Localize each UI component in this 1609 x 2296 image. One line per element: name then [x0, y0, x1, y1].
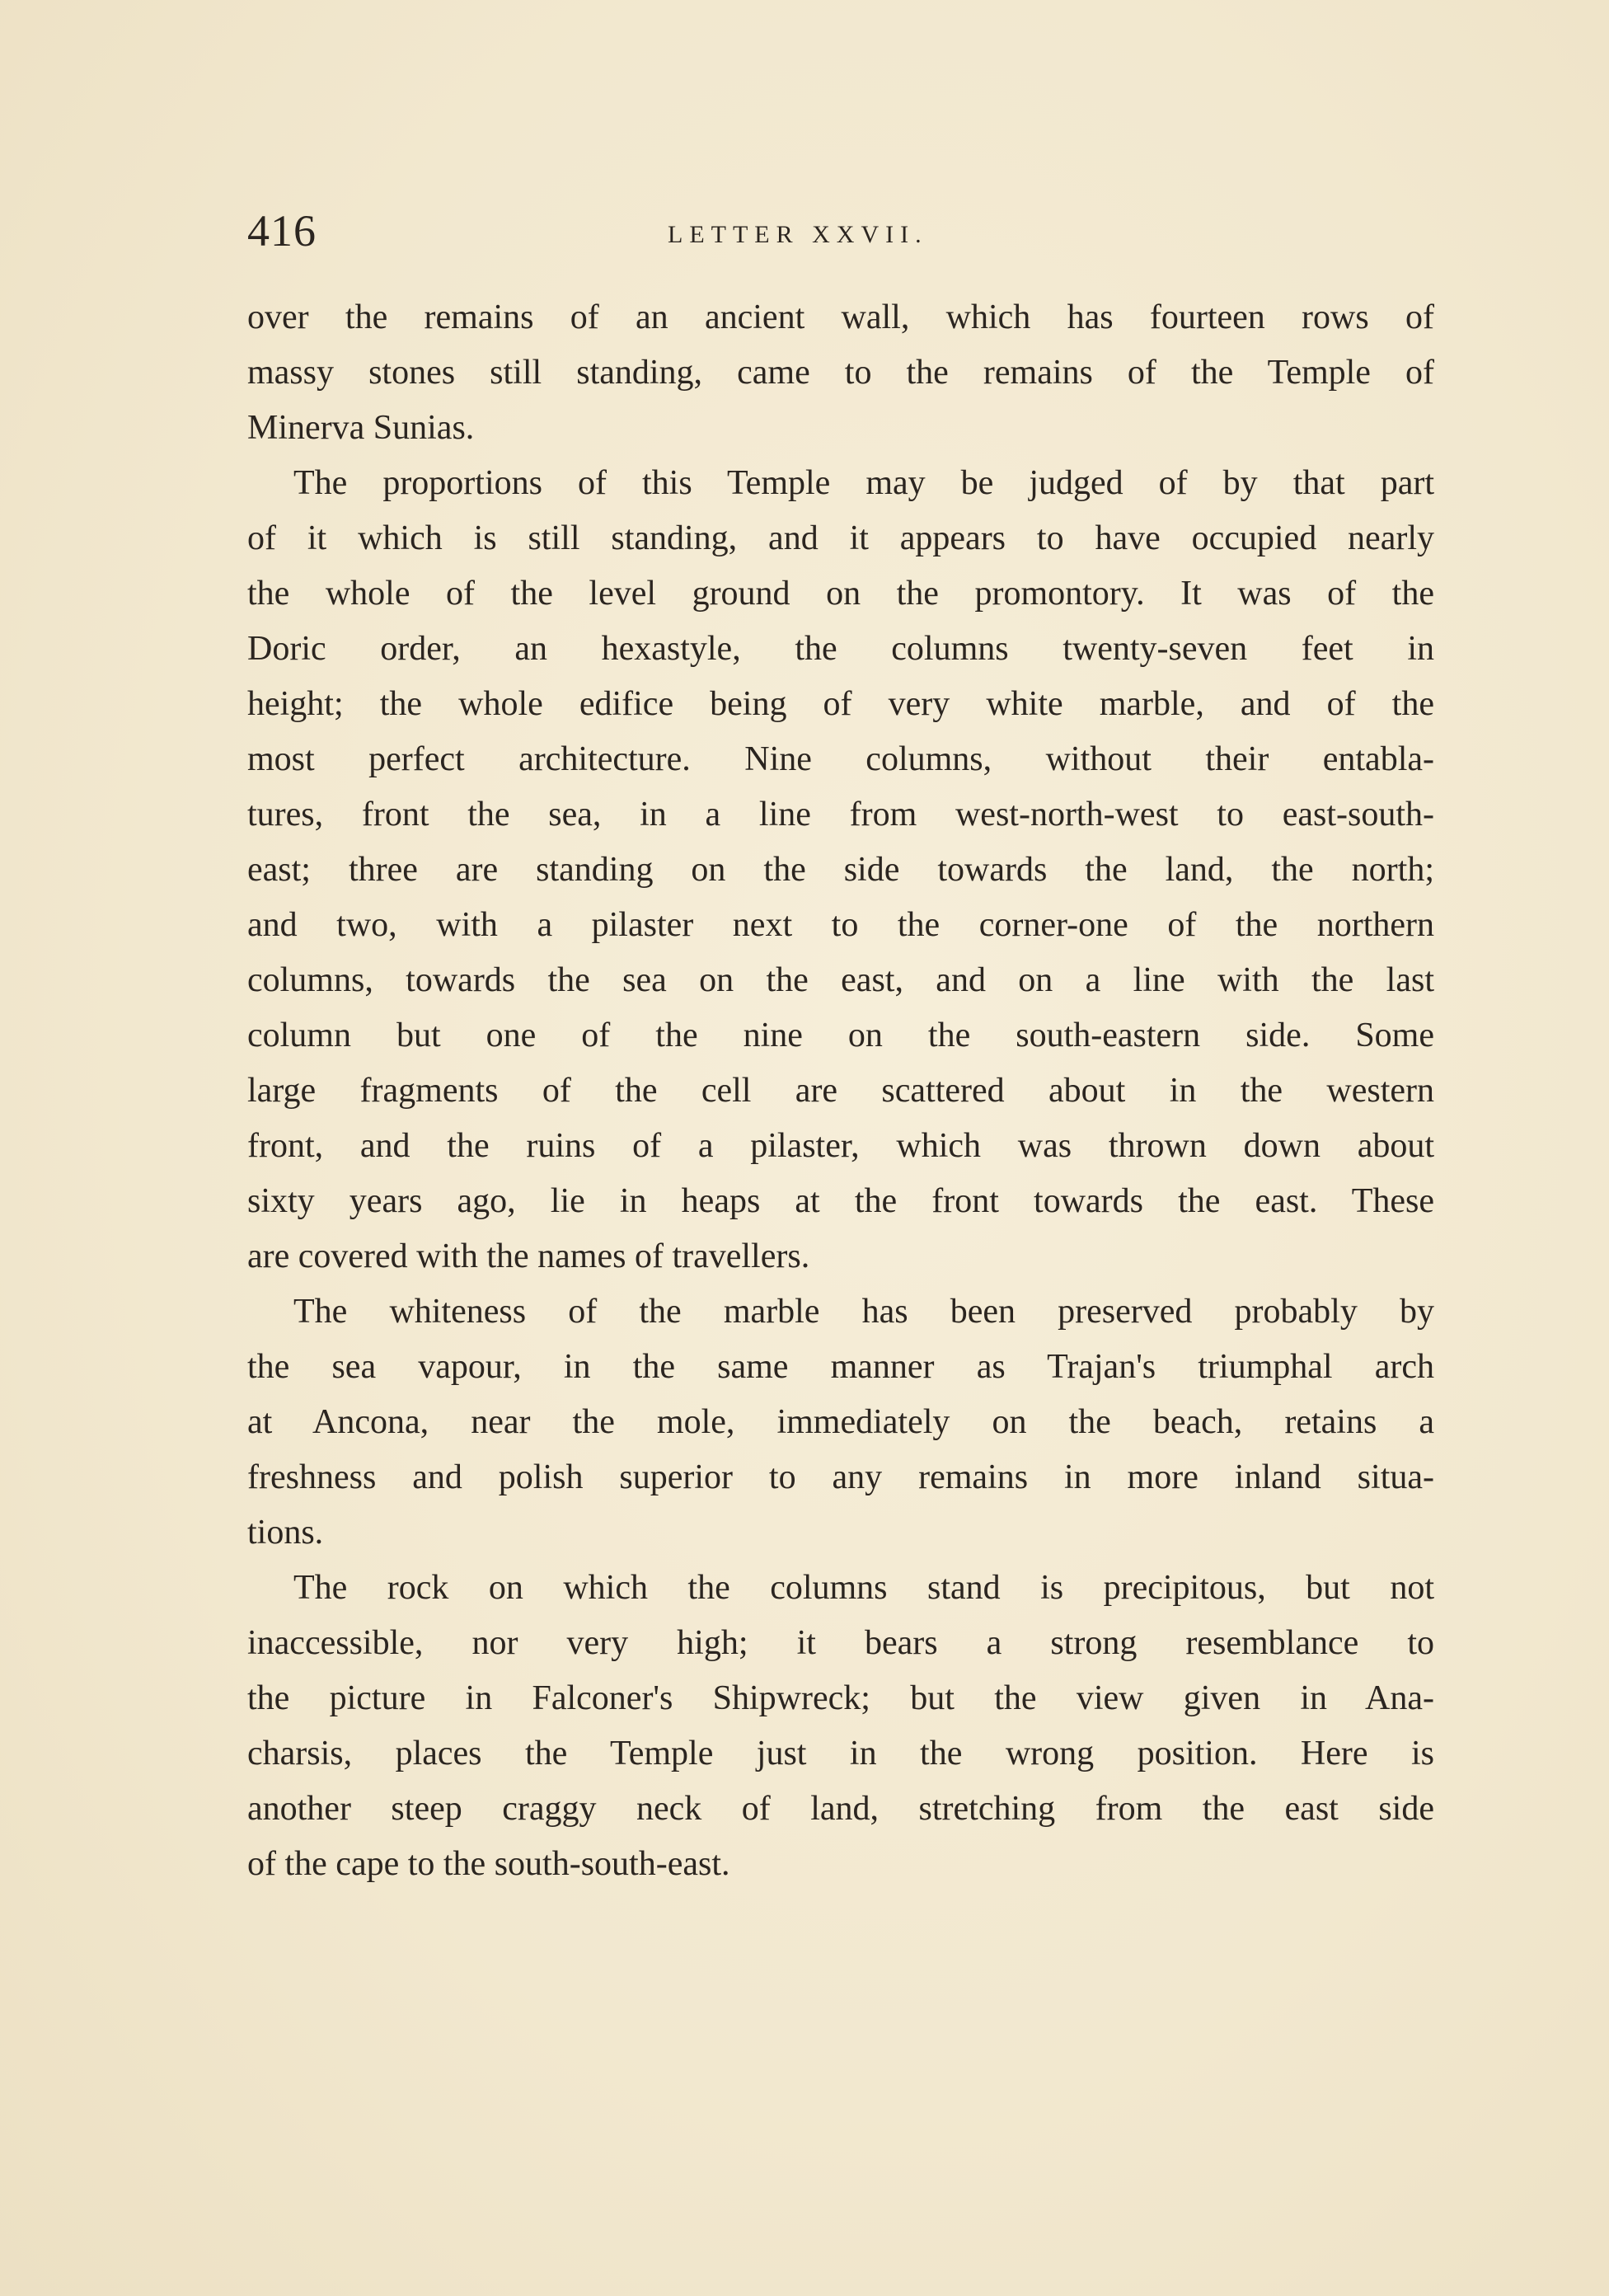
- paragraph-1: [247, 290, 1434, 456]
- text-line: another steep craggy neck of land, stretching from the east side: [247, 1790, 1434, 1828]
- paragraph-4: [247, 1561, 1434, 1892]
- text-line: tures, front the sea, in a line from west-north-west to east-south-: [247, 796, 1434, 833]
- text-line: over the remains of an ancient wall, which has fourteen rows of: [247, 298, 1434, 336]
- text-line: Minerva Sunias.: [247, 409, 475, 447]
- text-line: the picture in Falconer's Shipwreck; but the view given in Ana-: [247, 1679, 1434, 1717]
- text-line: of it which is still standing, and it appears to have occupied nearly: [247, 519, 1434, 557]
- body-text: [247, 290, 1434, 1892]
- text-line: The whiteness of the marble has been preserved probably by: [293, 1293, 1434, 1331]
- text-line: large fragments of the cell are scattered about in the western: [247, 1072, 1434, 1110]
- text-line: charsis, places the Temple just in the wrong position. Here is: [247, 1735, 1434, 1772]
- text-line: height; the whole edifice being of very white marble, and of the: [247, 685, 1434, 723]
- text-line: freshness and polish superior to any remains in more inland situa-: [247, 1458, 1434, 1496]
- text-line: The proportions of this Temple may be judged of by that part: [293, 464, 1434, 502]
- page-header: [247, 202, 1434, 268]
- text-line: the whole of the level ground on the promontory. It was of the: [247, 575, 1434, 613]
- text-line: at Ancona, near the mole, immediately on the beach, retains a: [247, 1403, 1434, 1441]
- text-line: front, and the ruins of a pilaster, which was thrown down about: [247, 1127, 1434, 1165]
- text-line: tions.: [247, 1514, 324, 1552]
- text-line: are covered with the names of travellers.: [247, 1237, 810, 1275]
- paragraph-3: [247, 1284, 1434, 1561]
- page-number: 416: [247, 206, 317, 256]
- running-head: LETTER XXVII.: [668, 221, 928, 248]
- text-line: The rock on which the columns stand is precipitous, but not: [293, 1569, 1434, 1607]
- text-line: column but one of the nine on the south-eastern side. Some: [247, 1017, 1434, 1054]
- text-line: sixty years ago, lie in heaps at the front towards the east. These: [247, 1182, 1434, 1220]
- text-line: columns, towards the sea on the east, and on a line with the last: [247, 961, 1434, 999]
- text-line: east; three are standing on the side towards the land, the north;: [247, 851, 1434, 889]
- text-line: and two, with a pilaster next to the corner-one of the northern: [247, 906, 1434, 944]
- text-line: massy stones still standing, came to the remains of the Temple of: [247, 354, 1434, 392]
- text-line: Doric order, an hexastyle, the columns twenty-seven feet in: [247, 630, 1434, 668]
- text-line: most perfect architecture. Nine columns, without their entabla-: [247, 740, 1434, 778]
- text-line: inaccessible, nor very high; it bears a strong resemblance to: [247, 1624, 1434, 1662]
- paragraph-2: [247, 456, 1434, 1284]
- text-line: the sea vapour, in the same manner as Trajan's triumphal arch: [247, 1348, 1434, 1386]
- text-line: of the cape to the south-south-east.: [247, 1845, 730, 1883]
